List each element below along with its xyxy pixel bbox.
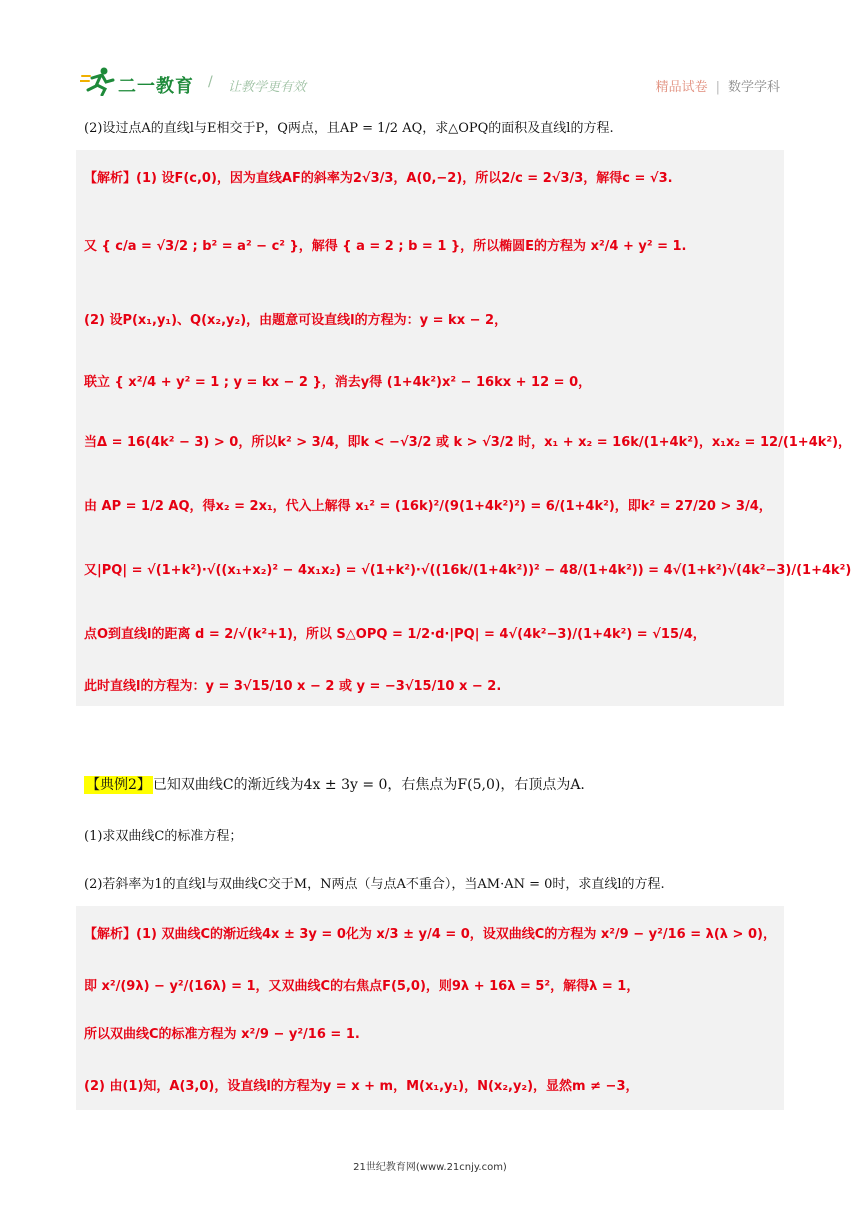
problem2-stem: 已知双曲线C的渐近线为4x ± 3y = 0，右焦点为F(5,0)，右顶点为A. — [152, 777, 585, 793]
tag-premium: 精品试卷 — [655, 80, 708, 95]
solution2-line2: 即 x²/(9λ) − y²/(16λ) = 1，又双曲线C的右焦点F(5,0)，则9λ + 16λ = 5²，解得λ = 1， — [84, 979, 640, 994]
tag-separator: | — [715, 80, 720, 95]
brand-name: 二一教育 — [118, 76, 194, 97]
header-tags — [656, 76, 780, 95]
solution1-line8: 点O到直线l的距离 d = 2/√(k²+1)，所以 S△OPQ = 1/2·d·|PQ| = 4√(4k²−3)/(1+4k²) = √15/4， — [84, 627, 706, 642]
solution1-line5: 当Δ = 16(4k² − 3) > 0，所以k² > 3/4，即k < −√3/2 或 k > √3/2 时，x₁ + x₂ = 16k/(1+4k²)，x₁x₂ = 12/(1+4k²)， — [84, 435, 852, 450]
problem2-stem-line — [84, 774, 585, 796]
solution1-line4: 联立 { x²/4 + y² = 1 ; y = kx − 2 }，消去y得 (1+4k²)x² − 16kx + 12 = 0， — [84, 375, 592, 390]
page-footer: 21世纪教育网(www.21cnjy.com) — [353, 1162, 507, 1173]
solution2-line3: 所以双曲线C的标准方程为 x²/9 − y²/16 = 1. — [84, 1027, 360, 1042]
solution1-line1 — [84, 168, 673, 190]
solution1-label: 【解析】(1) 设 — [84, 171, 175, 186]
solution1-line9: 此时直线l的方程为：y = 3√15/10 x − 2 或 y = −3√15/10 x − 2. — [84, 679, 502, 694]
solution2-line4: (2) 由(1)知，A(3,0)，设直线l的方程为y = x + m，M(x₁,y₁)，N(x₂,y₂)，显然m ≠ −3， — [84, 1079, 639, 1094]
tag-subject: 数学学科 — [727, 80, 780, 95]
page-header — [80, 64, 780, 104]
solution1-line6: 由 AP = 1/2 AQ，得x₂ = 2x₁，代入上解得 x₁² = (16k)²/(9(1+4k²)²) = 6/(1+4k²)，即k² = 27/20 > 3/4， — [84, 499, 772, 514]
example-tag: 【典例2】 — [86, 777, 151, 793]
problem2-q2: (2)若斜率为1的直线l与双曲线C交于M，N两点（与点A不重合），当AM·AN = 0时，求直线l的方程. — [84, 877, 665, 892]
header-divider: / — [208, 74, 213, 90]
solution1-line3: (2) 设P(x₁,y₁)、Q(x₂,y₂)，由题意可设直线l的方程为：y = kx − 2， — [84, 313, 508, 328]
solution1-line1-rest: F(c,0)，因为直线AF的斜率为2√3/3，A(0,−2)，所以2/c = 2√3/3，解得c = √3. — [174, 171, 673, 186]
problem1-q2: (2)设过点A的直线l与E相交于P，Q两点，且AP = 1/2 AQ，求△OPQ的面积及直线l的方程. — [84, 121, 614, 136]
solution1-panel — [76, 150, 784, 706]
solution2-line1: 【解析】(1) 双曲线C的渐近线4x ± 3y = 0化为 x/3 ± y/4 = 0，设双曲线C的方程为 x²/9 − y²/16 = λ(λ > 0)， — [84, 927, 776, 942]
problem2-q1: (1)求双曲线C的标准方程； — [84, 829, 243, 844]
solution1-line7: 又|PQ| = √(1+k²)·√((x₁+x₂)² − 4x₁x₂) = √(1+k²)·√((16k/(1+4k²))² − 48/(1+4k²)) = 4√(1+k²)√(4k²−3)/(1+4k²) — [84, 563, 852, 578]
brand-slogan: 让教学更有效 — [228, 80, 307, 95]
solution1-line2: 又 { c/a = √3/2 ; b² = a² − c² }，解得 { a = 2 ; b = 1 }，所以椭圆E的方程为 x²/4 + y² = 1. — [84, 239, 687, 254]
runner-logo-icon — [80, 66, 116, 96]
